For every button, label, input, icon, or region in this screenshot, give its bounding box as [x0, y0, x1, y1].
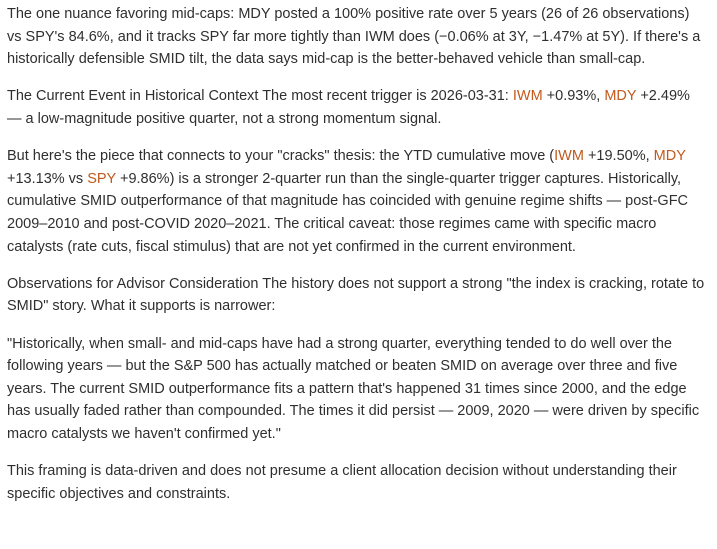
text-segment: But here's the piece that connects to your "cracks" thesis: the YTD cumulative move (	[7, 148, 555, 165]
text-segment: "Historically, when small- and mid-caps have had a strong quarter, everything tended to do well over the following years — but the S&P 500 has actually matched or beaten SMID on average over three and five years. The current SMID outperformance fits a pattern that's happened 31 times since 2000, and the edge has usually faded rather than compounded. The times it did persist — 2009, 2020 — were driven by specific macro catalysts we haven't confirmed yet."	[7, 335, 700, 442]
paragraph-disclaimer	[7, 460, 707, 505]
ticker-iwm: IWM	[554, 148, 584, 165]
ticker-mdy: MDY	[653, 148, 686, 165]
ticker-spy: SPY	[87, 170, 116, 187]
paragraph-current-event	[7, 85, 707, 130]
text-segment: The one nuance favoring mid-caps: MDY posted a 100% positive rate over 5 years (26 of 26 observations) vs SPY's 84.6%, and it tracks SPY far more tightly than IWM does (−0.06% at 3Y, −1.47% at 5Y). If there's a historically defensible SMID tilt, the data says mid-cap is the better-behaved vehicle than small-cap.	[7, 6, 701, 68]
paragraph-midcap-nuance	[7, 3, 707, 71]
ticker-mdy: MDY	[604, 88, 637, 105]
text-segment: This framing is data-driven and does not presume a client allocation decision without understanding their specific objectives and constraints.	[7, 463, 677, 502]
text-segment: The Current Event in Historical Context The most recent trigger is 2026-03-31:	[7, 88, 513, 105]
paragraph-cracks-thesis	[7, 145, 707, 258]
ticker-iwm: IWM	[512, 88, 543, 105]
text-segment: +13.13% vs	[7, 170, 88, 187]
paragraph-quote	[7, 333, 707, 446]
text-segment: +2.49% — a low-magnitude positive quarter, not a strong momentum signal.	[7, 88, 690, 127]
text-segment: Observations for Advisor Consideration The history does not support a strong "the index is cracking, rotate to SMID" story. What it supports is narrower:	[7, 275, 705, 315]
paragraph-observations	[7, 273, 707, 318]
message-body	[7, 3, 707, 520]
text-segment: +9.86%) is a stronger 2-quarter run than the single-quarter trigger captures. Historically, cumulative SMID outperformance of that magnitude has coincided with genuine regime shifts — post-GFC 2009–2010 and post-COVID 2020–2021. The critical caveat: those regimes came with specific macro catalysts (rate cuts, fiscal stimulus) that are not yet confirmed in the current environment.	[7, 170, 689, 255]
text-segment: +0.93%,	[542, 88, 605, 105]
text-segment: +19.50%,	[583, 148, 654, 165]
